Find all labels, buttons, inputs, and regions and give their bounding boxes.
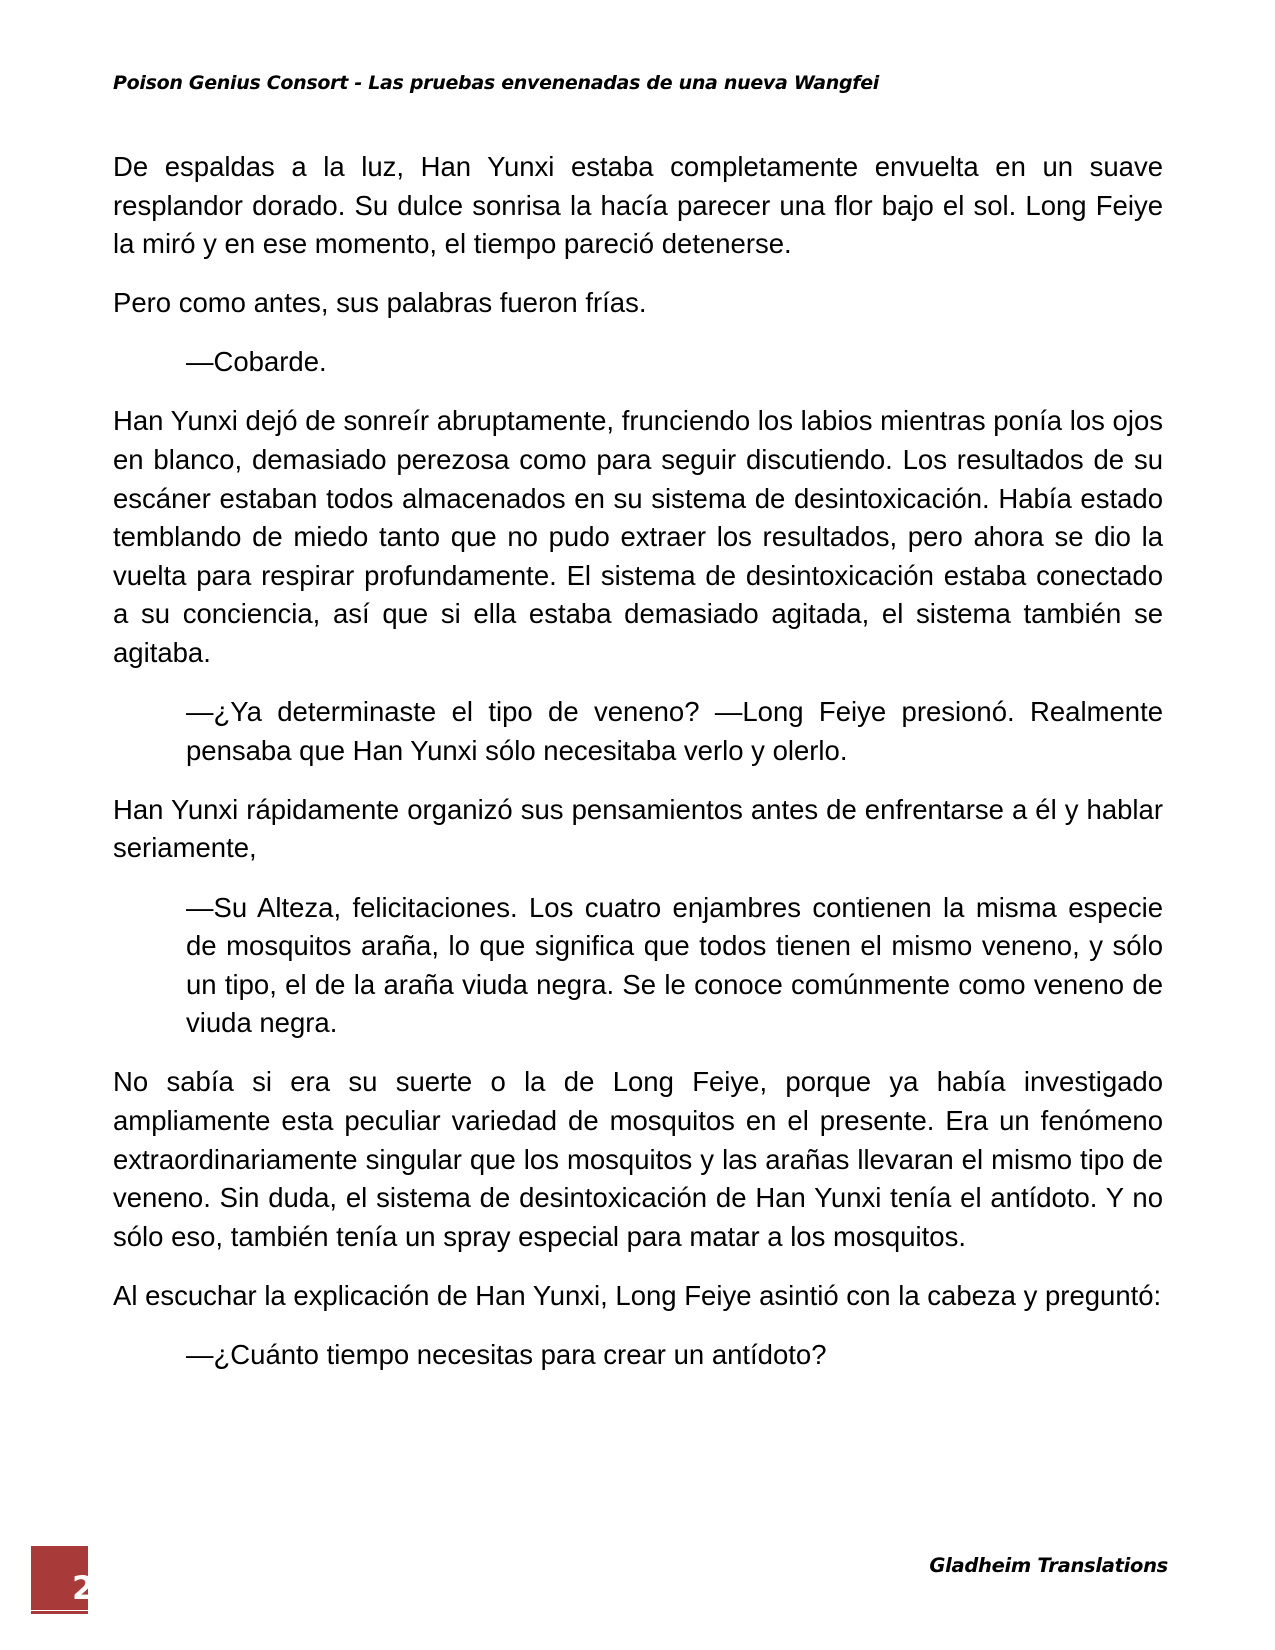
dialog-paragraph: —¿Cuánto tiempo necesitas para crear un antídoto? xyxy=(186,1338,827,1370)
paragraph: No sabía si era su suerte o la de Long Feiye, porque ya había investigado ampliamente esta peculiar variedad de mosquitos en el presente. Era un fenómeno extraordinariamente singular que los mosquitos y las arañas llevaran el mismo tipo de veneno. Sin duda, el sistema de desintoxicación de Han Yunxi tenía el antídoto. Y no sólo eso, también tenía un spray especial para matar a los mosquitos. xyxy=(113,1066,1163,1252)
paragraph: Pero como antes, sus palabras fueron frías. xyxy=(113,287,647,319)
dialog-paragraph: —Cobarde. xyxy=(186,346,327,378)
document-body xyxy=(113,148,1163,1395)
paragraph: Al escuchar la explicación de Han Yunxi, Long Feiye asintió con la cabeza y preguntó: xyxy=(113,1279,1162,1311)
footer-divider xyxy=(31,1611,88,1614)
paragraph: De espaldas a la luz, Han Yunxi estaba completamente envuelta en un suave resplandor dorado. Su dulce sonrisa la hacía parecer una flor bajo el sol. Long Feiye la miró y en ese momento, el tiempo pareció detenerse. xyxy=(113,151,1163,260)
footer-credit: Gladheim Translations xyxy=(929,1554,1168,1577)
dialog-paragraph: —Su Alteza, felicitaciones. Los cuatro enjambres contienen la misma especie de mosquitos araña, lo que significa que todos tienen el mismo veneno, y sólo un tipo, el de la araña viuda negra. Se le conoce comúnmente como veneno de viuda negra. xyxy=(186,891,1163,1039)
page-header-title: Poison Genius Consort - Las pruebas envenenadas de una nueva Wangfei xyxy=(113,72,880,94)
page-number: 2 xyxy=(72,1569,95,1607)
dialog-paragraph: —¿Ya determinaste el tipo de veneno? —Long Feiye presionó. Realmente pensaba que Han Yunxi sólo necesitaba verlo y olerlo. xyxy=(186,696,1163,766)
paragraph: Han Yunxi dejó de sonreír abruptamente, frunciendo los labios mientras ponía los ojos en blanco, demasiado perezosa como para seguir discutiendo. Los resultados de su escáner estaban todos almacenados en su sistema de desintoxicación. Había estado temblando de miedo tanto que no pudo extraer los resultados, pero ahora se dio la vuelta para respirar profundamente. El sistema de desintoxicación estaba conectado a su conciencia, así que si ella estaba demasiado agitada, el sistema también se agitaba. xyxy=(113,405,1163,669)
paragraph: Han Yunxi rápidamente organizó sus pensamientos antes de enfrentarse a él y hablar seriamente, xyxy=(113,793,1163,864)
